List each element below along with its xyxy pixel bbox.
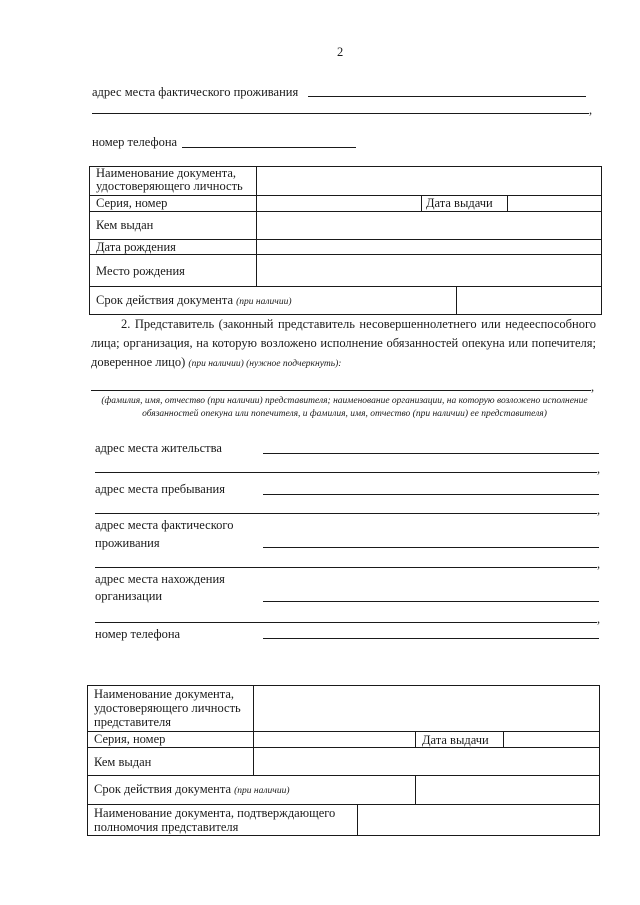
rep-residence-line-2[interactable] [95,472,597,473]
comma: , [591,380,595,394]
representative-name-note: (фамилия, имя, отчество (при наличии) представителя; наименование организации, на которую возложено исполнение обязанностей опекуна или попечителя, и фамилия, имя, отчество (при наличии) ее представителя) [101,396,588,419]
comma: , [597,557,601,571]
validity-note: (при наличии) [236,297,292,307]
phone-line[interactable] [182,147,356,148]
rep-issued-by-label: Кем выдан [94,755,152,769]
authority-doc-field[interactable] [359,805,598,834]
rep-validity-label: Срок действия документа (при наличии) [94,782,290,796]
rep-residence-line[interactable] [263,453,599,454]
rep-residence-label: адрес места жительства [95,441,222,455]
issue-date-field[interactable] [509,196,600,210]
comma: , [597,503,601,517]
representative-paragraph: 2. Представитель (законный представитель несовершеннолетнего или недееспособного лица; организация, на которую возложено исполнение обязанностей опекуна или попечителя; доверенное лицо) (при наличии) (нужное подчеркнуть): [91,317,597,369]
birth-date-field[interactable] [258,240,600,253]
representative-name-line[interactable] [91,390,591,391]
rep-org-label-1: адрес места нахождения [95,572,225,586]
issued-by-label: Кем выдан [96,218,154,232]
validity-label: Срок действия документа (при наличии) [96,293,292,307]
rep-stay-line[interactable] [263,494,599,495]
rep-phone-label: номер телефона [95,627,181,641]
issued-by-field[interactable] [258,212,600,238]
rep-doc-name-field[interactable] [255,686,598,730]
validity-field[interactable] [458,287,600,313]
rep-issue-date-label: Дата выдачи [422,733,489,747]
rep-series-number-label: Серия, номер [94,732,166,746]
series-number-field[interactable] [258,196,420,210]
page-number: 2 [337,45,344,59]
doc-name-field[interactable] [258,167,600,194]
rep-org-label-2: организации [95,589,163,603]
rep-actual-line-2[interactable] [95,567,597,568]
rep-series-number-field[interactable] [255,732,414,746]
rep-validity-field[interactable] [417,776,598,803]
rep-org-line[interactable] [263,601,599,602]
comma: , [597,612,601,626]
birth-date-label: Дата рождения [96,240,176,254]
birth-place-field[interactable] [258,255,600,285]
rep-actual-label-2: проживания [95,536,160,550]
actual-address-line-2[interactable] [92,113,589,114]
doc-name-label: Наименование документа, удостоверяющего личность [96,166,243,193]
issue-date-label: Дата выдачи [426,196,493,210]
phone-label: номер телефона [92,135,178,149]
series-number-label: Серия, номер [96,196,168,210]
actual-address-line[interactable] [308,96,586,97]
rep-stay-line-2[interactable] [95,513,597,514]
rep-actual-line[interactable] [263,547,599,548]
representative-paragraph-note: (при наличии) (нужное подчеркнуть): [188,359,342,369]
rep-actual-label-1: адрес места фактического [95,518,234,532]
authority-doc-label: Наименование документа, подтверждающего полномочия представителя [94,806,336,834]
birth-place-label: Место рождения [96,264,185,278]
rep-validity-note: (при наличии) [234,786,290,796]
rep-issue-date-field[interactable] [505,732,598,746]
comma: , [589,103,593,117]
comma: , [597,462,601,476]
rep-doc-name-label: Наименование документа, удостоверяющего личность представителя [94,687,241,729]
actual-address-label: адрес места фактического проживания [92,85,299,99]
rep-stay-label: адрес места пребывания [95,482,225,496]
rep-phone-line[interactable] [263,638,599,639]
rep-issued-by-field[interactable] [255,748,598,774]
rep-org-line-2[interactable] [95,622,597,623]
